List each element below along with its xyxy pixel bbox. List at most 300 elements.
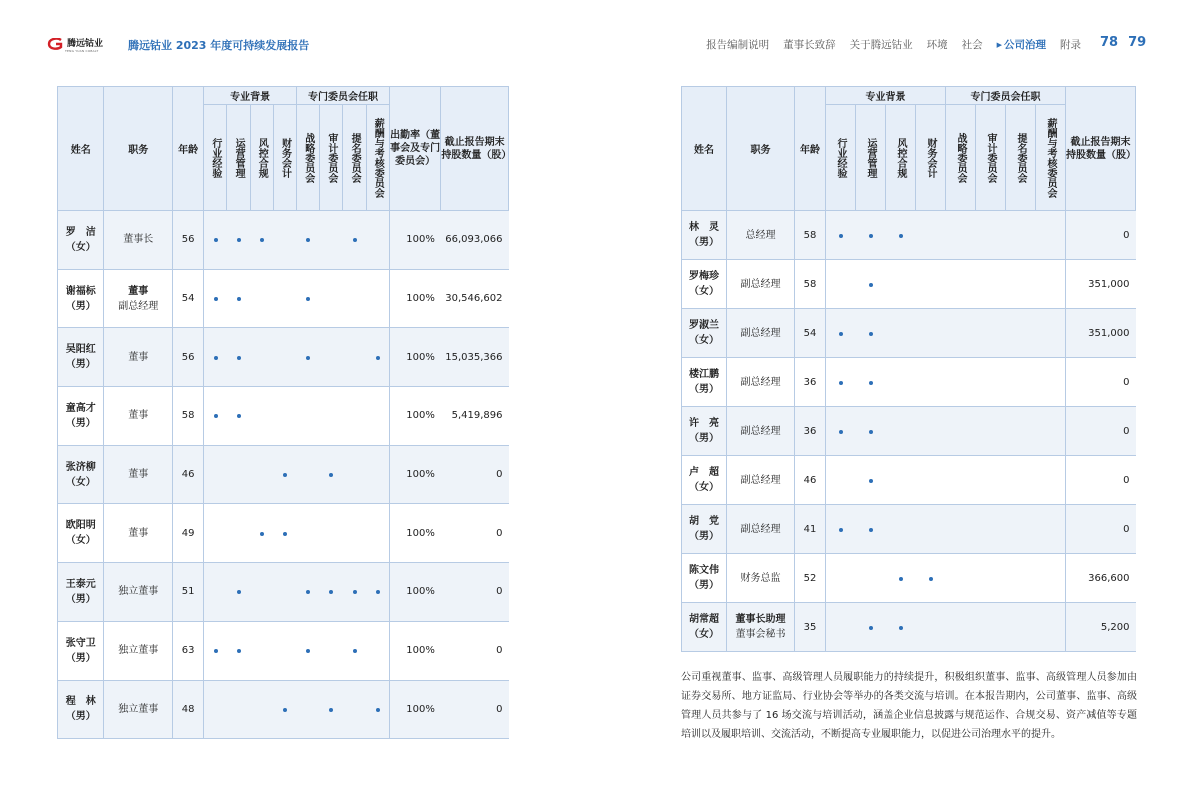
qualification-mark-cell [976,358,1006,407]
qualification-mark-cell [1006,554,1036,603]
person-gender: （女） [65,535,96,547]
qualification-mark-cell [250,445,273,504]
qualification-mark-cell [1006,407,1036,456]
qualification-mark-cell [916,505,946,554]
age-cell: 58 [795,211,826,260]
age-cell: 46 [173,445,204,504]
qualification-mark-cell [1036,603,1066,652]
table-row [58,328,509,387]
qualification-mark-cell [320,269,343,328]
qualification-mark-cell [976,505,1006,554]
table-row [58,680,509,739]
qualification-mark-cell [976,309,1006,358]
person-name: 卢 超 [689,467,719,478]
shares-cell: 351,000 [1066,260,1136,309]
header-subcolumn: 薪酬与考核委员会 [1036,105,1066,211]
person-name: 程 林 [65,696,96,708]
qualification-mark-cell [1036,456,1066,505]
dot-icon [306,356,310,360]
position-cell [727,260,795,309]
dot-icon [376,356,380,360]
qualification-mark-cell [886,456,916,505]
person-name: 罗 洁 [65,226,96,238]
dot-icon [306,297,310,301]
person-name-cell [682,407,727,456]
person-name: 童高才 [65,402,96,414]
dot-icon [237,238,241,242]
person-gender: （女） [689,286,719,297]
age-cell: 54 [173,269,204,328]
position-cell [727,407,795,456]
person-gender: （女） [689,629,719,640]
qualification-mark-cell [1006,456,1036,505]
person-name-cell [58,621,104,680]
person-gender: （女） [65,241,96,253]
position-cell [727,211,795,260]
qualification-mark-cell [343,621,366,680]
nav-item[interactable]: 环境 [926,39,948,51]
qualification-mark-cell [886,554,916,603]
qualification-mark-cell [856,603,886,652]
nav-item[interactable]: 董事长致辞 [783,39,836,51]
qualification-mark-cell [856,505,886,554]
qualification-mark-cell [297,445,320,504]
person-name-cell [682,603,727,652]
header-subcolumn: 行业经验 [826,105,856,211]
qualification-mark-cell [886,211,916,260]
position-cell [104,504,173,563]
position-cell [727,309,795,358]
qualification-mark-cell [320,445,343,504]
qualification-mark-cell [946,603,976,652]
position-cell [727,603,795,652]
shares-cell: 5,200 [1066,603,1136,652]
dot-icon [329,590,333,594]
qualification-mark-cell [297,563,320,622]
dot-icon [306,649,310,653]
qualification-mark-cell [250,328,273,387]
table-row [58,211,509,270]
qualification-mark-cell [320,211,343,270]
dot-icon [353,238,357,242]
qualification-mark-cell [1006,358,1036,407]
page-number-left: 78 [1100,35,1119,50]
qualification-mark-cell [946,554,976,603]
table-row [58,269,509,328]
qualification-mark-cell [1006,260,1036,309]
report-title: 腾远钴业 2023 年度可持续发展报告 [128,39,310,52]
shares-cell: 351,000 [1066,309,1136,358]
qualification-mark-cell [916,407,946,456]
position-text: 董事长助理 [735,614,786,625]
qualification-mark-cell [366,445,389,504]
header-subcolumn: 运营管理 [227,105,250,211]
person-name-cell [682,456,727,505]
header-group-committee: 专门委员会任职 [297,87,390,105]
qualification-mark-cell [273,445,296,504]
qualification-mark-cell [204,563,227,622]
table-row [682,603,1136,652]
qualification-mark-cell [886,260,916,309]
shares-cell: 0 [1066,211,1136,260]
training-paragraph: 公司重视董事、监事、高级管理人员履职能力的持续提升，积极组织董事、监事、高级管理人员参加由证券交易所、地方证监局、行业协会等举办的各类交流与培训。在本报告期内，公司董事、监事、高级管理人员共参与了 16 场交流与培训活动，涵盖企业信息披露与规范运作、合规交易、资产减值等专题培训以及履职培训、交流活动，不断提高专业履职能力，以促进公司治理水平的提升。 [681,672,1137,740]
qualification-mark-cell [1036,260,1066,309]
dot-icon [283,532,287,536]
qualification-mark-cell [250,621,273,680]
qualification-mark-cell [227,211,250,270]
header-name: 姓名 [58,87,104,211]
qualification-mark-cell [227,328,250,387]
age-cell: 35 [795,603,826,652]
person-name-cell [682,505,727,554]
nav-item[interactable]: 社会 [961,39,983,51]
qualification-mark-cell [826,554,856,603]
age-cell: 48 [173,680,204,739]
person-gender: （男） [65,593,96,605]
person-name: 楼江鹏 [689,369,719,380]
person-name: 谢福标 [65,285,96,297]
qualification-mark-cell [297,680,320,739]
qualification-mark-cell [946,505,976,554]
header-subcolumn: 财务会计 [273,105,296,211]
top-navigation [692,37,1081,52]
position-text: 副总经理 [740,425,781,437]
table-row [682,456,1136,505]
qualification-mark-cell [946,456,976,505]
age-cell: 52 [795,554,826,603]
shares-cell: 0 [1066,407,1136,456]
qualification-mark-cell [250,211,273,270]
dot-icon [237,590,241,594]
person-name: 张守卫 [65,637,96,649]
qualification-mark-cell [227,269,250,328]
board-directors-table [57,86,512,739]
person-name: 欧阳明 [65,520,96,532]
person-gender: （女） [689,482,719,493]
qualification-mark-cell [273,621,296,680]
logo-text: 腾远钴业 [67,39,104,49]
qualification-mark-cell [343,269,366,328]
qualification-mark-cell [886,358,916,407]
qualification-mark-cell [856,260,886,309]
qualification-mark-cell [826,309,856,358]
qualification-mark-cell [273,563,296,622]
qualification-mark-cell [297,387,320,446]
header-subcolumn: 战略委员会 [946,105,976,211]
qualification-mark-cell [204,504,227,563]
page-numbers [1100,35,1156,50]
qualification-mark-cell [826,505,856,554]
position-text: 副总经理 [740,376,781,388]
position-text: 董事 [128,285,149,297]
age-cell: 58 [795,260,826,309]
qualification-mark-cell [916,309,946,358]
dot-icon [839,528,843,532]
shares-cell: 366,600 [1066,554,1136,603]
attendance-cell: 100% [389,680,440,739]
qualification-mark-cell [946,309,976,358]
age-cell: 54 [795,309,826,358]
dot-icon [869,430,873,434]
qualification-mark-cell [886,505,916,554]
person-name: 林 灵 [689,222,719,233]
age-cell: 56 [173,211,204,270]
person-name-cell [58,445,104,504]
qualification-mark-cell [1036,309,1066,358]
dot-icon [260,238,264,242]
person-name: 张济柳 [65,461,96,473]
qualification-mark-cell [366,680,389,739]
dot-icon [929,577,933,581]
shares-cell: 5,419,896 [441,387,509,446]
qualification-mark-cell [946,211,976,260]
qualification-mark-cell [204,269,227,328]
qualification-mark-cell [250,680,273,739]
table-row [682,505,1136,554]
position-text: 独立董事 [118,586,159,598]
table-row [58,387,509,446]
qualification-mark-cell [366,211,389,270]
header-shares: 截止报告期末持股数量（股） [441,87,509,211]
person-gender: （男） [689,384,719,395]
header-attendance: 出勤率（董事会及专门委员会） [389,87,440,211]
person-name-cell [58,680,104,739]
qualification-mark-cell [320,621,343,680]
qualification-mark-cell [250,387,273,446]
shares-cell: 0 [441,563,509,622]
person-name: 胡 党 [689,516,719,527]
position-cell [727,456,795,505]
dot-icon [237,649,241,653]
qualification-mark-cell [366,504,389,563]
position-cell [727,358,795,407]
person-name: 陈文伟 [689,565,719,576]
header-subcolumn: 财务会计 [916,105,946,211]
dot-icon [283,473,287,477]
page-header [0,0,1191,80]
qualification-mark-cell [916,260,946,309]
person-name: 罗淑兰 [689,320,719,331]
qualification-mark-cell [204,445,227,504]
person-gender: （女） [689,335,719,346]
qualification-mark-cell [916,211,946,260]
qualification-mark-cell [856,358,886,407]
dot-icon [283,708,287,712]
dot-icon [260,532,264,536]
dot-icon [869,234,873,238]
qualification-mark-cell [297,504,320,563]
qualification-mark-cell [227,680,250,739]
header-position: 职务 [104,87,173,211]
qualification-mark-cell [1006,603,1036,652]
dot-icon [869,528,873,532]
person-gender: （男） [65,652,96,664]
dot-icon [869,332,873,336]
person-name: 许 亮 [689,418,719,429]
senior-management-table [681,86,1136,652]
position-text: 副总经理 [740,523,781,535]
position-cell [727,554,795,603]
shares-cell: 0 [441,504,509,563]
header-group-committee: 专门委员会任职 [946,87,1066,105]
dot-icon [214,238,218,242]
qualification-mark-cell [227,621,250,680]
qualification-mark-cell [273,269,296,328]
qualification-mark-cell [227,563,250,622]
qualification-mark-cell [886,407,916,456]
position-text: 董事 [128,469,149,481]
dot-icon [329,708,333,712]
header-subcolumn: 战略委员会 [297,105,320,211]
qualification-mark-cell [320,680,343,739]
dot-icon [899,577,903,581]
qualification-mark-cell [273,680,296,739]
dot-icon [869,626,873,630]
dot-icon [353,590,357,594]
person-gender: （男） [689,531,719,542]
position-cell [104,445,173,504]
qualification-mark-cell [250,504,273,563]
qualification-mark-cell [916,358,946,407]
header-subcolumn: 审计委员会 [320,105,343,211]
dot-icon [839,381,843,385]
qualification-mark-cell [366,328,389,387]
attendance-cell: 100% [389,211,440,270]
header-subcolumn: 薪酬与考核委员会 [366,105,389,211]
qualification-mark-cell [1036,358,1066,407]
qualification-mark-cell [343,445,366,504]
dot-icon [306,238,310,242]
header-shares: 截止报告期末持股数量（股） [1066,87,1136,211]
page-number-right: 79 [1128,35,1147,50]
qualification-mark-cell [826,358,856,407]
qualification-mark-cell [976,456,1006,505]
table-row [682,407,1136,456]
shares-cell: 0 [1066,456,1136,505]
age-cell: 36 [795,358,826,407]
qualification-mark-cell [1036,505,1066,554]
position-text: 副总经理 [740,278,781,290]
nav-item[interactable]: 附录 [1060,39,1081,51]
person-gender: （男） [689,580,719,591]
dot-icon [869,381,873,385]
header-group-background: 专业背景 [204,87,297,105]
table-row [682,211,1136,260]
nav-item[interactable]: 报告编制说明 [706,39,770,51]
qualification-mark-cell [946,407,976,456]
position-cell [104,328,173,387]
qualification-mark-cell [976,211,1006,260]
qualification-mark-cell [204,621,227,680]
header-subcolumn: 运营管理 [856,105,886,211]
qualification-mark-cell [343,328,366,387]
qualification-mark-cell [204,387,227,446]
shares-cell: 30,546,602 [441,269,509,328]
person-gender: （男） [65,417,96,429]
qualification-mark-cell [1006,211,1036,260]
nav-item[interactable]: ▶ 公司治理 [997,37,1046,52]
person-gender: （男） [65,359,96,371]
shares-cell: 15,035,366 [441,328,509,387]
dot-icon [237,356,241,360]
header-position: 职务 [727,87,795,211]
qualification-mark-cell [250,269,273,328]
table-row [682,554,1136,603]
qualification-mark-cell [856,554,886,603]
dot-icon [899,626,903,630]
qualification-mark-cell [297,269,320,328]
dot-icon [237,414,241,418]
logo-mark-icon [47,38,65,50]
table-row [58,504,509,563]
header-subcolumn: 行业经验 [204,105,227,211]
person-name-cell [58,387,104,446]
header-group-background: 专业背景 [826,87,946,105]
person-gender: （女） [65,476,96,488]
person-name: 胡常超 [689,614,719,625]
attendance-cell: 100% [389,563,440,622]
person-name-cell [682,309,727,358]
attendance-cell: 100% [389,328,440,387]
qualification-mark-cell [976,554,1006,603]
dot-icon [329,473,333,477]
dot-icon [376,708,380,712]
qualification-mark-cell [976,407,1006,456]
qualification-mark-cell [343,680,366,739]
position-text: 独立董事 [118,703,159,715]
age-cell: 56 [173,328,204,387]
qualification-mark-cell [204,328,227,387]
position-cell [727,505,795,554]
age-cell: 36 [795,407,826,456]
qualification-mark-cell [826,211,856,260]
position-text: 财务总监 [740,572,781,584]
qualification-mark-cell [320,563,343,622]
attendance-cell: 100% [389,269,440,328]
shares-cell: 0 [441,621,509,680]
position-cell [104,563,173,622]
person-name-cell [58,504,104,563]
qualification-mark-cell [366,269,389,328]
qualification-mark-cell [204,680,227,739]
qualification-mark-cell [916,456,946,505]
nav-item[interactable]: 关于腾远钴业 [849,39,913,51]
age-cell: 51 [173,563,204,622]
person-name-cell [682,554,727,603]
header-subcolumn: 审计委员会 [976,105,1006,211]
logo-subtext: TENG YUAN COBALT [65,49,99,53]
qualification-mark-cell [297,328,320,387]
qualification-mark-cell [366,621,389,680]
dot-icon [839,430,843,434]
dot-icon [306,590,310,594]
table-row [682,309,1136,358]
shares-cell: 0 [441,680,509,739]
qualification-mark-cell [343,563,366,622]
qualification-mark-cell [916,554,946,603]
position-text: 董事 [128,527,149,539]
qualification-mark-cell [886,309,916,358]
qualification-mark-cell [227,387,250,446]
shares-cell: 0 [1066,358,1136,407]
table-row [682,260,1136,309]
header-age: 年龄 [173,87,204,211]
qualification-mark-cell [1036,554,1066,603]
qualification-mark-cell [273,504,296,563]
qualification-mark-cell [826,603,856,652]
person-name: 王泰元 [65,578,96,590]
table-row [58,621,509,680]
